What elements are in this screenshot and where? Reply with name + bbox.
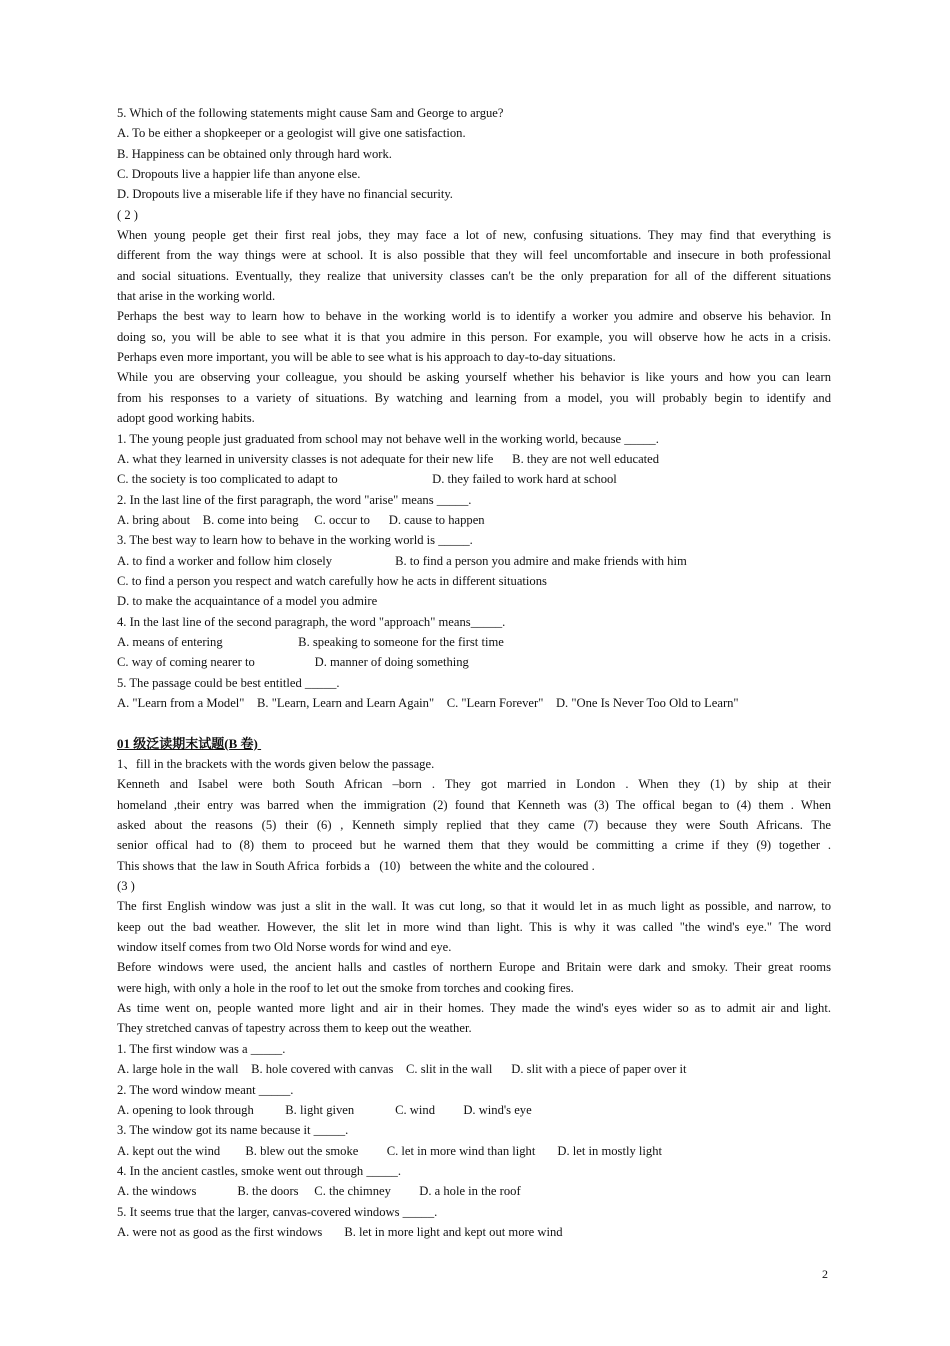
passage-line: Before windows were used, the ancient halls and castles of northern Europe and Britain were dark and smoky. Their great rooms: [117, 960, 831, 975]
option-line: D. to make the acquaintance of a model you admire: [117, 594, 378, 609]
question-line: 1. The young people just graduated from school may not behave well in the working world, because _____.: [117, 431, 659, 446]
option-line: A. bring about B. come into being C. occur to D. cause to happen: [117, 512, 485, 527]
question-line: 1. The first window was a _____.: [117, 1041, 286, 1056]
passage-line: doing so, you will be able to see what it is that you admire in this person. For example, you will observe how he acts in a crisis.: [117, 329, 831, 344]
passage-label: (3 ): [117, 879, 135, 894]
option-line: A. what they learned in university classes is not adequate for their new life B. they are not well educated: [117, 451, 660, 466]
passage-line: were high, with only a hole in the roof to let out the smoke from torches and cooking fires.: [117, 980, 574, 995]
question-line: 5. It seems true that the larger, canvas-covered windows _____.: [117, 1204, 438, 1219]
question-line: 4. In the ancient castles, smoke went out through _____.: [117, 1163, 401, 1178]
option-line: A. kept out the wind B. blew out the smoke C. let in more wind than light D. let in mostly light: [117, 1143, 662, 1158]
option-line: A. "Learn from a Model" B. "Learn, Learn and Learn Again" C. "Learn Forever" D. "One Is Never Too Old to Learn": [117, 695, 739, 710]
question-line: 3. The window got its name because it _____.: [117, 1123, 349, 1138]
passage-line: As time went on, people wanted more light and air in their homes. They made the wind's eyes wider so as to admit air and light.: [117, 1001, 831, 1016]
document-page: [117, 103, 831, 1242]
question-line: 4. In the last line of the second paragraph, the word "approach" means_____.: [117, 614, 506, 629]
instruction-line: 1、fill in the brackets with the words given below the passage.: [117, 757, 435, 771]
option-line: A. were not as good as the first windows B. let in more light and kept out more wind: [117, 1224, 563, 1239]
option-line: B. Happiness can be obtained only through hard work.: [117, 146, 392, 161]
option-line: C. the society is too complicated to adapt to D. they failed to work hard at school: [117, 472, 617, 487]
passage-line: different from the way things were at school. It is also possible that they will feel uncomfortable and insecure in both professional: [117, 248, 831, 263]
option-line: C. Dropouts live a happier life than anyone else.: [117, 167, 361, 182]
passage-3-questions: [117, 1039, 831, 1242]
passage-line: keep out the bad weather. However, the slit let in more wind than light. This is why it was called "the wind's eye." The word: [117, 919, 831, 934]
option-line: A. means of entering B. speaking to someone for the first time: [117, 634, 504, 649]
option-line: C. way of coming nearer to D. manner of doing something: [117, 655, 469, 670]
page-number: 2: [822, 1267, 828, 1281]
cloze-line: This shows that the law in South Africa forbids a (10) between the white and the coloured .: [117, 858, 595, 873]
cloze-passage: [117, 774, 831, 876]
spacer: [117, 713, 831, 733]
passage-label: ( 2 ): [117, 207, 138, 222]
passage-line: adopt good working habits.: [117, 411, 255, 426]
passage-line: that arise in the working world.: [117, 289, 276, 304]
option-line: A. To be either a shopkeeper or a geologist will give one satisfaction.: [117, 126, 466, 141]
passage-line: and social situations. Eventually, they realize that university classes can't be the only preparation for all of the different situations: [117, 268, 831, 283]
passage-2-questions: [117, 429, 831, 714]
question-line: 3. The best way to learn how to behave in the working world is _____.: [117, 533, 473, 548]
cloze-line: asked about the reasons (5) their (6) , Kenneth simply replied that they came (7) because they were South Africans. The: [117, 818, 831, 833]
cloze-line: Kenneth and Isabel were both South African –born . They got married in London . When they (1) by ship at their: [117, 777, 831, 792]
cloze-line: homeland ,their entry was barred when the immigration (2) found that Kenneth was (3) The offical began to (4) them . When: [117, 797, 831, 812]
passage-2-text: [117, 225, 831, 428]
question-line: 5. The passage could be best entitled _____.: [117, 675, 340, 690]
passage-line: from his responses to a variety of situations. By watching and learning from a model, you will probably begin to identify and: [117, 390, 831, 405]
option-line: A. large hole in the wall B. hole covered with canvas C. slit in the wall D. slit with a piece of paper over it: [117, 1062, 687, 1077]
passage-line: Perhaps the best way to learn how to behave in the working world is to identify a worker you admire and observe his behavior. In: [117, 309, 831, 324]
question-line: 2. In the last line of the first paragraph, the word "arise" means _____.: [117, 492, 472, 507]
passage-line: The first English window was just a slit in the wall. It was cut long, so that it would let in as much light as possible, and narrow, to: [117, 899, 831, 914]
question-line: 2. The word window meant _____.: [117, 1082, 294, 1097]
option-line: A. opening to look through B. light given C. wind D. wind's eye: [117, 1102, 532, 1117]
passage-line: When young people get their first real jobs, they may face a lot of new, confusing situations. They may find that everything is: [117, 228, 831, 243]
passage-line: They stretched canvas of tapestry across them to keep out the weather.: [117, 1021, 472, 1036]
option-line: A. to find a worker and follow him closely B. to find a person you admire and make friends with him: [117, 553, 687, 568]
cloze-line: senior offical had to (8) them to proceed but he warned them that they would be committing a crime if they (9) together .: [117, 838, 831, 853]
passage-line: Perhaps even more important, you will be able to see what is his approach to day-to-day situations.: [117, 350, 616, 365]
option-line: D. Dropouts live a miserable life if they have no financial security.: [117, 187, 453, 202]
passage-line: While you are observing your colleague, you should be asking yourself whether his behavior is like yours and how you can learn: [117, 370, 831, 385]
option-line: C. to find a person you respect and watch carefully how he acts in different situations: [117, 573, 547, 588]
previous-question-block: [117, 103, 831, 205]
section-heading: 01 级泛读期末试题(B 卷): [117, 735, 262, 751]
passage-line: window itself comes from two Old Norse words for wind and eye.: [117, 940, 452, 955]
option-line: A. the windows B. the doors C. the chimney D. a hole in the roof: [117, 1184, 521, 1199]
passage-3-text: [117, 896, 831, 1038]
question-line: 5. Which of the following statements might cause Sam and George to argue?: [117, 106, 504, 120]
